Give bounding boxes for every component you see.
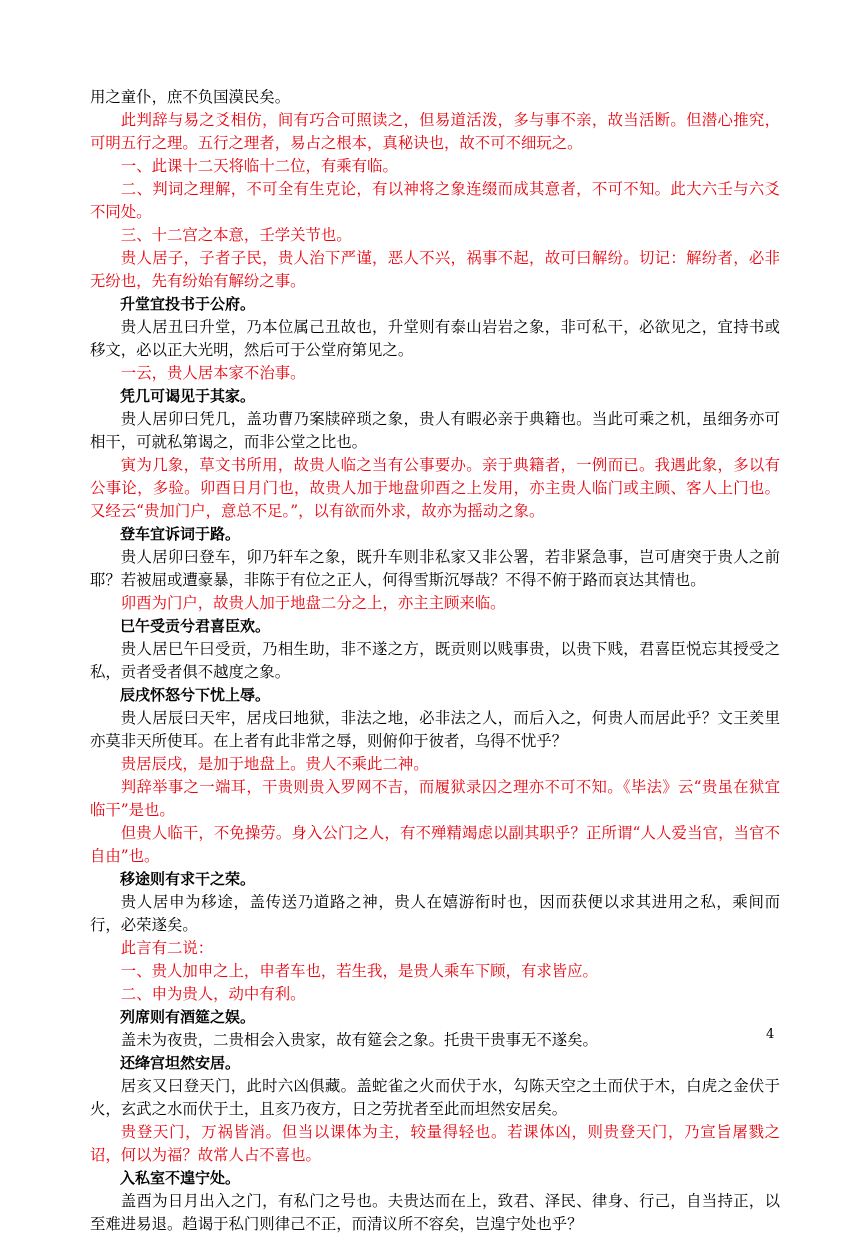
paragraph: 贵人居辰曰天牢，居戌曰地狱，非法之地，必非法之人，而后入之，何贵人而居此乎？文王羑里亦莫非天所使耳。在上者有此非常之辱，则俯仰于彼者，乌得不忧乎？ bbox=[90, 709, 780, 750]
paragraph: 三、十二宫之本意，壬学关节也。 bbox=[120, 226, 352, 244]
paragraph: 居亥又曰登天门，此时六凶俱藏。盖蛇雀之火而伏于水，勾陈天空之土而伏于木，白虎之金伏于火，玄武之水而伏于土，且亥乃夜方，日之劳扰者至此而坦然安居矣。 bbox=[90, 1077, 780, 1118]
section-heading: 入私室不遑宁处。 bbox=[120, 1169, 241, 1187]
paragraph: 贵登天门，万祸皆消。但当以课体为主，较量得轻也。若课体凶，则贵登天门，乃宣旨屠戮之诏，何以为福？故常人占不喜也。 bbox=[90, 1123, 780, 1164]
paragraph: 一、此课十二天将临十二位，有乘有临。 bbox=[120, 157, 398, 175]
section-heading: 还绛宫坦然安居。 bbox=[120, 1054, 241, 1072]
paragraph: 二、申为贵人，动中有利。 bbox=[120, 985, 306, 1003]
section-heading: 列席则有酒筵之娱。 bbox=[120, 1008, 256, 1026]
paragraph: 贵人居丑曰升堂，乃本位属己丑故也，升堂则有泰山岩岩之象，非可私干，必欲见之，宜持书或移文，必以正大光明，然后可于公堂府第见之。 bbox=[90, 318, 780, 359]
paragraph: 寅为几象，草文书所用，故贵人临之当有公事要办。亲于典籍者，一例而已。我遇此象，多以有公事论，多验。卯酉日月门也，故贵人加于地盘卯酉之上发用，亦主贵人临门或主顾、客人上门也。 又经云“贵加门户，意总不足。”，以有欲而外求，故亦为摇动之象。 bbox=[90, 456, 780, 520]
paragraph: 贵人居卯曰登车，卯乃轩车之象，既升车则非私家又非公署，若非紧急事，岂可唐突于贵人之前耶？若被屈或遭豪暴，非陈于有位之正人，何得雪斯沉辱哉？不得不俯于路而哀达其情也。 bbox=[90, 548, 780, 589]
paragraph: 盖酉为日月出入之门，有私门之号也。夫贵达而在上，致君、泽民、律身、行己，自当持正，以至难进易退。趋谒于私门则律己不正，而清议所不容矣，岂遑宁处也乎？ bbox=[90, 1192, 780, 1233]
paragraph: 盖未为夜贵，二贵相会入贵家，故有筵会之象。托贵干贵事无不遂矣。 bbox=[120, 1031, 598, 1049]
paragraph: 此言有二说： bbox=[120, 939, 214, 957]
paragraph: 但贵人临干，不免操劳。身入公门之人，有不殚精竭虑以副其职乎？正所谓“人人爱当官，当官不自由”也。 bbox=[90, 824, 780, 865]
paragraph: 贵人居巳午曰受贡，乃相生助，非不遂之方，既贡则以贱事贵，以贵下贱，君喜臣悦忘其授受之私，贡者受者俱不越度之象。 bbox=[90, 640, 780, 681]
paragraph: 二、判词之理解，不可全有生克论，有以神将之象连缀而成其意者，不可不知。此大六壬与六爻不同处。 bbox=[90, 180, 780, 221]
paragraph: 贵人居卯曰凭几，盖功曹乃案牍碎琐之象，贵人有暇必亲于典籍也。当此可乘之机，虽细务亦可相干，可就私第谒之，而非公堂之比也。 bbox=[90, 410, 780, 451]
document-body bbox=[90, 86, 780, 1236]
section-heading: 移途则有求干之荣。 bbox=[120, 870, 256, 888]
paragraph: 贵居辰戌，是加于地盘上。贵人不乘此二神。 bbox=[120, 755, 429, 773]
paragraph: 此判辞与易之爻相仿，间有巧合可照读之，但易道活泼，多与事不亲，故当活断。但潜心推究，可明五行之理。五行之理者，易占之根本，真秘诀也，故不可不细玩之。 bbox=[90, 111, 780, 152]
section-heading: 辰戌怀怒兮下忧上辱。 bbox=[120, 686, 271, 704]
paragraph: 卯酉为门户，故贵人加于地盘二分之上，亦主主顾来临。 bbox=[120, 594, 506, 612]
section-heading: 巳午受贡兮君喜臣欢。 bbox=[120, 617, 271, 635]
paragraph: 用之童仆，庶不负国漠民矣。 bbox=[90, 88, 291, 106]
section-heading: 登车宜诉词于路。 bbox=[120, 525, 241, 543]
paragraph: 贵人居申为移途，盖传送乃道路之神，贵人在嬉游衔时也，因而获便以求其进用之私，乘间而行，必荣遂矣。 bbox=[90, 893, 780, 934]
paragraph: 判辞举事之一端耳，干贵则贵入罗网不吉，而履狱录囚之理亦不可不知。《毕法》云“贵虽在狱宜临干”是也。 bbox=[90, 778, 780, 819]
paragraph: 贵人居子，子者子民，贵人治下严谨，恶人不兴，祸事不起，故可曰解纷。切记：解纷者，必非无纷也，先有纷始有解纷之事。 bbox=[90, 249, 780, 290]
paragraph: 一、贵人加申之上，申者车也，若生我，是贵人乘车下顾，有求皆应。 bbox=[120, 962, 598, 980]
section-heading: 凭几可谒见于其家。 bbox=[120, 387, 256, 405]
page-number: 4 bbox=[766, 1027, 775, 1042]
section-heading: 升堂宜投书于公府。 bbox=[120, 295, 256, 313]
paragraph: 一云，贵人居本家不治事。 bbox=[120, 364, 306, 382]
